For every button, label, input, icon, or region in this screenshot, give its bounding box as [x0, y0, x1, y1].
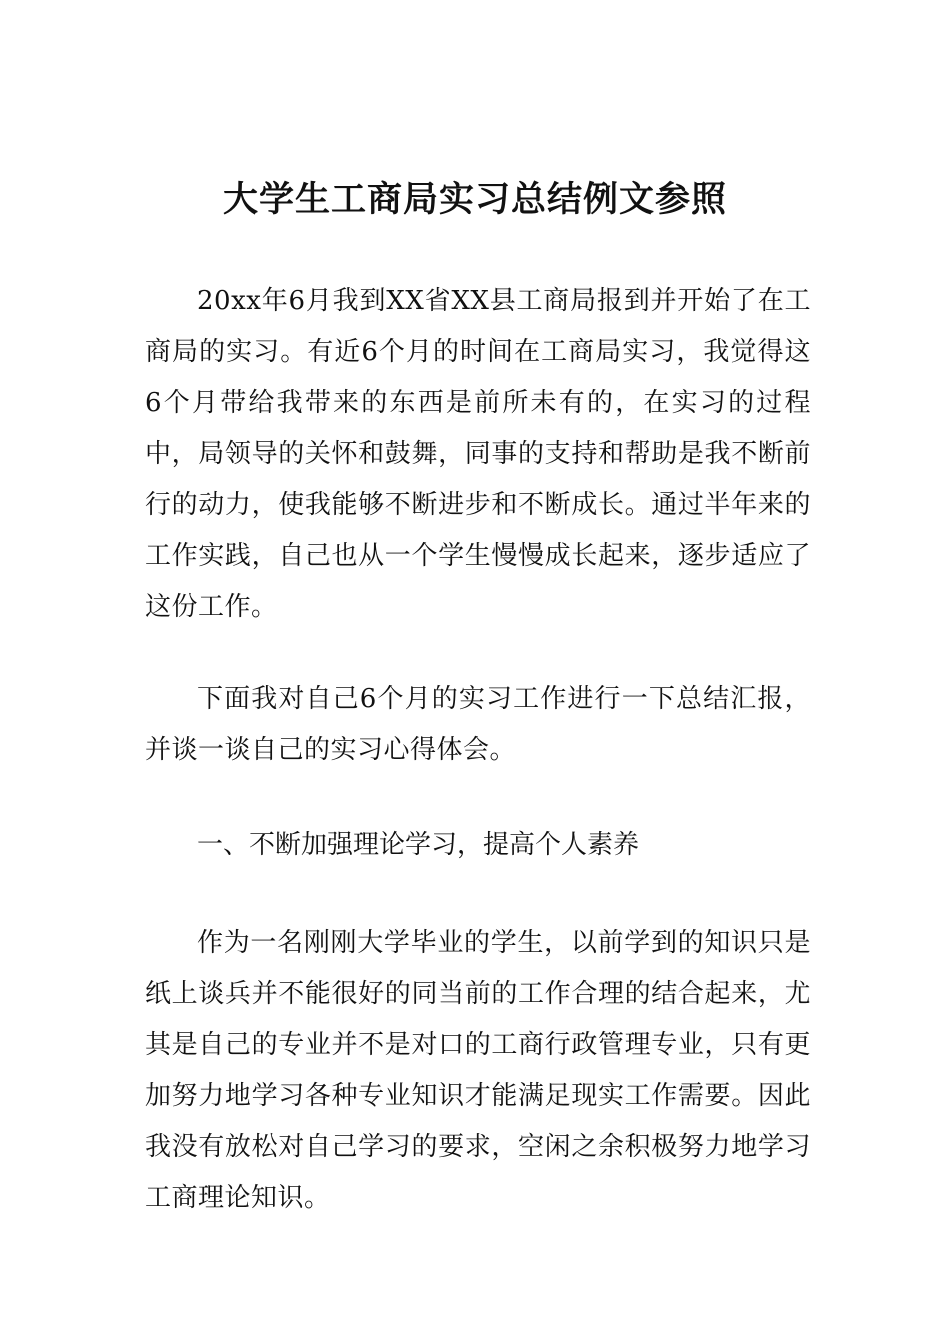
- paragraph-summary-intro: 下面我对自己6个月的实习工作进行一下总结汇报，并谈一谈自己的实习心得体会。: [145, 684, 811, 765]
- document-title: 大学生工商局实习总结例文参照: [222, 180, 727, 220]
- paragraph-section-body: 作为一名刚刚大学毕业的学生，以前学到的知识只是纸上谈兵并不能很好的同当前的工作合理的结合起来，尤其是自己的专业并不是对口的工商行政管理专业，只有更加努力地学习各种专业知识才能满足现实工作需要。因此我没有放松对自己学习的要求，空闲之余积极努力地学习工商理论知识。: [145, 928, 811, 1213]
- section-heading: 一、不断加强理论学习，提高个人素养: [197, 830, 640, 860]
- paragraph-intro: 20xx年6月我到XX省XX县工商局报到并开始了在工商局的实习。有近6个月的时间在工商局实习，我觉得这6个月带给我带来的东西是前所未有的，在实习的过程中，局领导的关怀和鼓舞，同事的支持和帮助是我不断前行的动力，使我能够不断进步和不断成长。通过半年来的工作实践，自己也从一个学生慢慢成长起来，逐步适应了这份工作。: [145, 286, 811, 622]
